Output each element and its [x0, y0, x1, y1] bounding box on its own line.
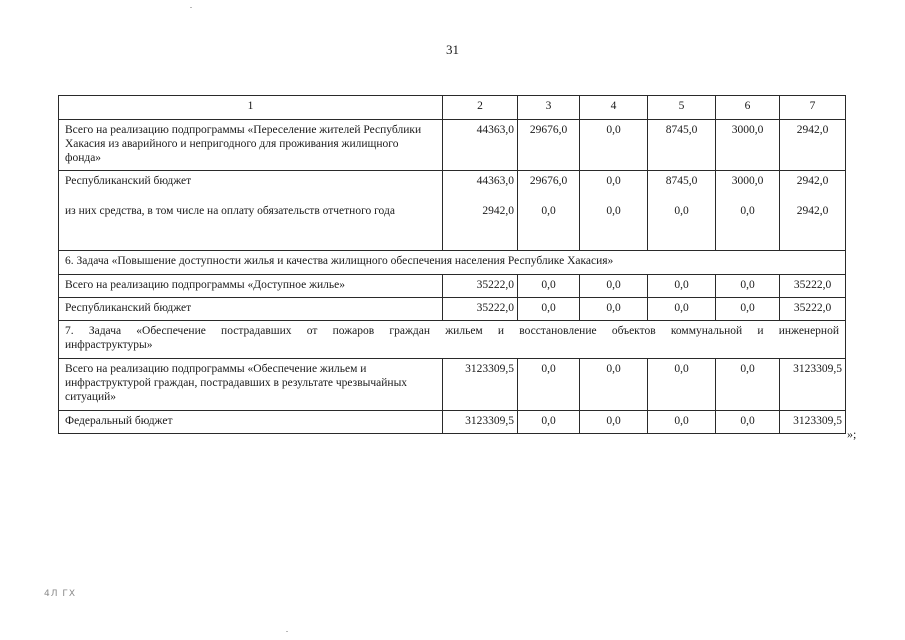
- value-cell: 2942,0: [780, 120, 846, 171]
- value-cell: 0,0: [580, 201, 648, 251]
- value-cell: 2942,0: [780, 171, 846, 201]
- header-cell: 5: [648, 96, 716, 120]
- header-cell: 4: [580, 96, 648, 120]
- table-row: [59, 298, 846, 321]
- budget-table: [58, 95, 846, 434]
- value-cell: 44363,0: [443, 120, 518, 171]
- row-label: Федеральный бюджет: [59, 411, 443, 434]
- value-cell: 8745,0: [648, 120, 716, 171]
- value-cell: 35222,0: [780, 298, 846, 321]
- row-label: Республиканский бюджет: [59, 298, 443, 321]
- value-cell: 8745,0: [648, 171, 716, 201]
- table-row: [59, 359, 846, 411]
- task-heading: [59, 321, 846, 359]
- value-cell: 3123309,5: [443, 411, 518, 434]
- value-cell: 0,0: [580, 275, 648, 298]
- table-row: [59, 411, 846, 434]
- task-heading: 6. Задача «Повышение доступности жилья и качества жилищного обеспечения населения Республике Хакасия»: [59, 251, 846, 275]
- table-header-row: [59, 96, 846, 120]
- value-cell: 44363,0: [443, 171, 518, 201]
- row-label: Республиканский бюджет: [59, 171, 443, 201]
- task-heading-line: 7. Задача «Обеспечение пострадавших от пожаров граждан жильем и восстановление объектов коммунальной и инженерной: [65, 325, 839, 337]
- value-cell: 0,0: [648, 298, 716, 321]
- page-number: 31: [446, 42, 459, 57]
- scan-speck: [190, 7, 192, 8]
- value-cell: 0,0: [518, 298, 580, 321]
- closing-quote: »;: [847, 427, 857, 441]
- margin-stamp: 4Л ГХ: [44, 589, 77, 599]
- value-cell: 0,0: [648, 411, 716, 434]
- value-cell: 3123309,5: [780, 359, 846, 411]
- row-label: Всего на реализацию подпрограммы «Доступное жилье»: [59, 275, 443, 298]
- value-cell: 29676,0: [518, 120, 580, 171]
- value-cell: 3123309,5: [780, 411, 846, 434]
- scan-speck: [286, 631, 288, 632]
- value-cell: 0,0: [518, 411, 580, 434]
- value-cell: 0,0: [580, 171, 648, 201]
- value-cell: 3123309,5: [443, 359, 518, 411]
- row-label: из них средства, в том числе на оплату обязательств отчетного года: [59, 201, 443, 251]
- header-cell: 2: [443, 96, 518, 120]
- value-cell: 0,0: [648, 275, 716, 298]
- table-row: [59, 201, 846, 251]
- header-cell: 1: [59, 96, 443, 120]
- value-cell: 2942,0: [780, 201, 846, 251]
- value-cell: 0,0: [716, 275, 780, 298]
- table-row: [59, 171, 846, 201]
- header-cell: 6: [716, 96, 780, 120]
- value-cell: 0,0: [580, 359, 648, 411]
- value-cell: 35222,0: [780, 275, 846, 298]
- value-cell: 29676,0: [518, 171, 580, 201]
- value-cell: 0,0: [518, 201, 580, 251]
- value-cell: 2942,0: [443, 201, 518, 251]
- value-cell: 0,0: [716, 298, 780, 321]
- task-row: [59, 251, 846, 275]
- value-cell: 0,0: [716, 411, 780, 434]
- value-cell: 0,0: [518, 359, 580, 411]
- task-row: [59, 321, 846, 359]
- value-cell: 0,0: [716, 201, 780, 251]
- header-cell: 3: [518, 96, 580, 120]
- value-cell: 0,0: [716, 359, 780, 411]
- value-cell: 3000,0: [716, 120, 780, 171]
- value-cell: 3000,0: [716, 171, 780, 201]
- value-cell: 0,0: [580, 298, 648, 321]
- header-cell: 7: [780, 96, 846, 120]
- value-cell: 35222,0: [443, 298, 518, 321]
- value-cell: 0,0: [648, 359, 716, 411]
- row-label: Всего на реализацию подпрограммы «Переселение жителей Республики Хакасия из аварийного и непригодного для проживания жилищного фонда»: [59, 120, 443, 171]
- value-cell: 35222,0: [443, 275, 518, 298]
- row-label: Всего на реализацию подпрограммы «Обеспечение жильем и инфраструктурой граждан, пострадавших в результате чрезвычайных ситуаций»: [59, 359, 443, 411]
- value-cell: 0,0: [518, 275, 580, 298]
- table-row: [59, 275, 846, 298]
- value-cell: 0,0: [580, 411, 648, 434]
- task-heading-line: инфраструктуры»: [65, 339, 153, 351]
- value-cell: 0,0: [648, 201, 716, 251]
- table-row: [59, 120, 846, 171]
- value-cell: 0,0: [580, 120, 648, 171]
